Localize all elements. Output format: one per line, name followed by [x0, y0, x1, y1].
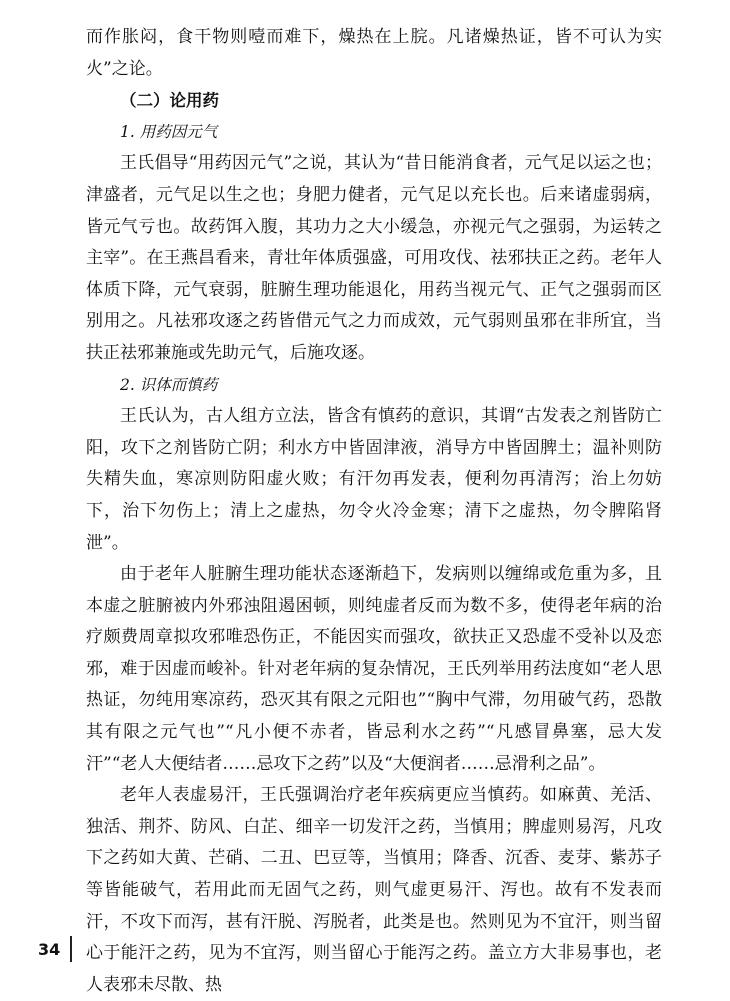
paragraph: 由于老年人脏腑生理功能状态逐渐趋下，发病则以缠绵或危重为多，且本虚之脏腑被内外邪浊阻遏困顿，则纯虚者反而为数不多，使得老年病的治疗颇费周章拟攻邪唯恐伤正，不能因实而强攻，欲扶正又恐虚不受补以及恋邪，难于因虚而峻补。针对老年病的复杂情况，王氏列举用药法度如“老人思热证，勿纯用寒凉药，恐灭其有限之元阳也”“胸中气滞，勿用破气药，恐散其有限之元气也”“凡小便不赤者，皆忌利水之药”“凡感冒鼻塞，忌大发汗”“老人大便结者……忌攻下之药”以及“大便润者……忌滑利之品”。 [86, 564, 662, 774]
paragraph-continued: 而作胀闷，食干物则噎而难下，燥热在上脘。凡诸燥热证，皆不可认为实火”之论。 [86, 27, 662, 79]
subsection-heading: 2. 识体而慎药 [120, 375, 218, 394]
subsection-heading: 1. 用药因元气 [120, 122, 218, 141]
paragraph: 老年人表虚易汗，王氏强调治疗老年疾病更应当慎药。如麻黄、羌活、独活、荆芥、防风、白芷、细辛一切发汗之药，当慎用；脾虚则易泻，凡攻下之药如大黄、芒硝、二丑、巴豆等，当慎用；降香、沉香、麦芽、紫苏子等皆能破气，若用此而无固气之药，则气虚更易汗、泻也。故有不发表而汗，不攻下而泻，甚有汗脱、泻脱者，此类是也。然则见为不宜汗，则当留心于能汗之药，见为不宜泻，则当留心于能泻之药。盖立方大非易事也，老人表邪未尽散、热 [86, 785, 662, 995]
footer-divider [70, 936, 72, 962]
page-number: 34 [38, 939, 61, 959]
paragraph: 王氏认为，古人组方立法，皆含有慎药的意识，其谓“古发表之剂皆防亡阳，攻下之剂皆防亡阴；利水方中皆固津液，消导方中皆固脾土；温补则防失精失血，寒凉则防阳虚火败；有汗勿再发表，便利勿再清泻；治上勿妨下，治下勿伤上；清上之虚热，勿令火冷金寒；清下之虚热，勿令脾陷肾泄”。 [86, 406, 662, 553]
section-heading: （二）论用药 [120, 91, 219, 111]
page-footer [38, 936, 72, 962]
paragraph: 王氏倡导“用药因元气”之说，其认为“昔日能消食者，元气足以运之也；津盛者，元气足以生之也；身肥力健者，元气足以充长也。后来诸虚弱病，皆元气亏也。故药饵入腹，其功力之大小缓急，亦视元气之强弱，为运转之主宰”。在王燕昌看来，青壮年体质强盛，可用攻伐、祛邪扶正之药。老年人体质下降，元气衰弱，脏腑生理功能退化，用药当视元气、正气之强弱而区别用之。凡祛邪攻逐之药皆借元气之力而成效，元气弱则虽邪在非所宜，当扶正祛邪兼施或先助元气，后施攻逐。 [86, 153, 662, 363]
page-body [86, 22, 662, 1001]
